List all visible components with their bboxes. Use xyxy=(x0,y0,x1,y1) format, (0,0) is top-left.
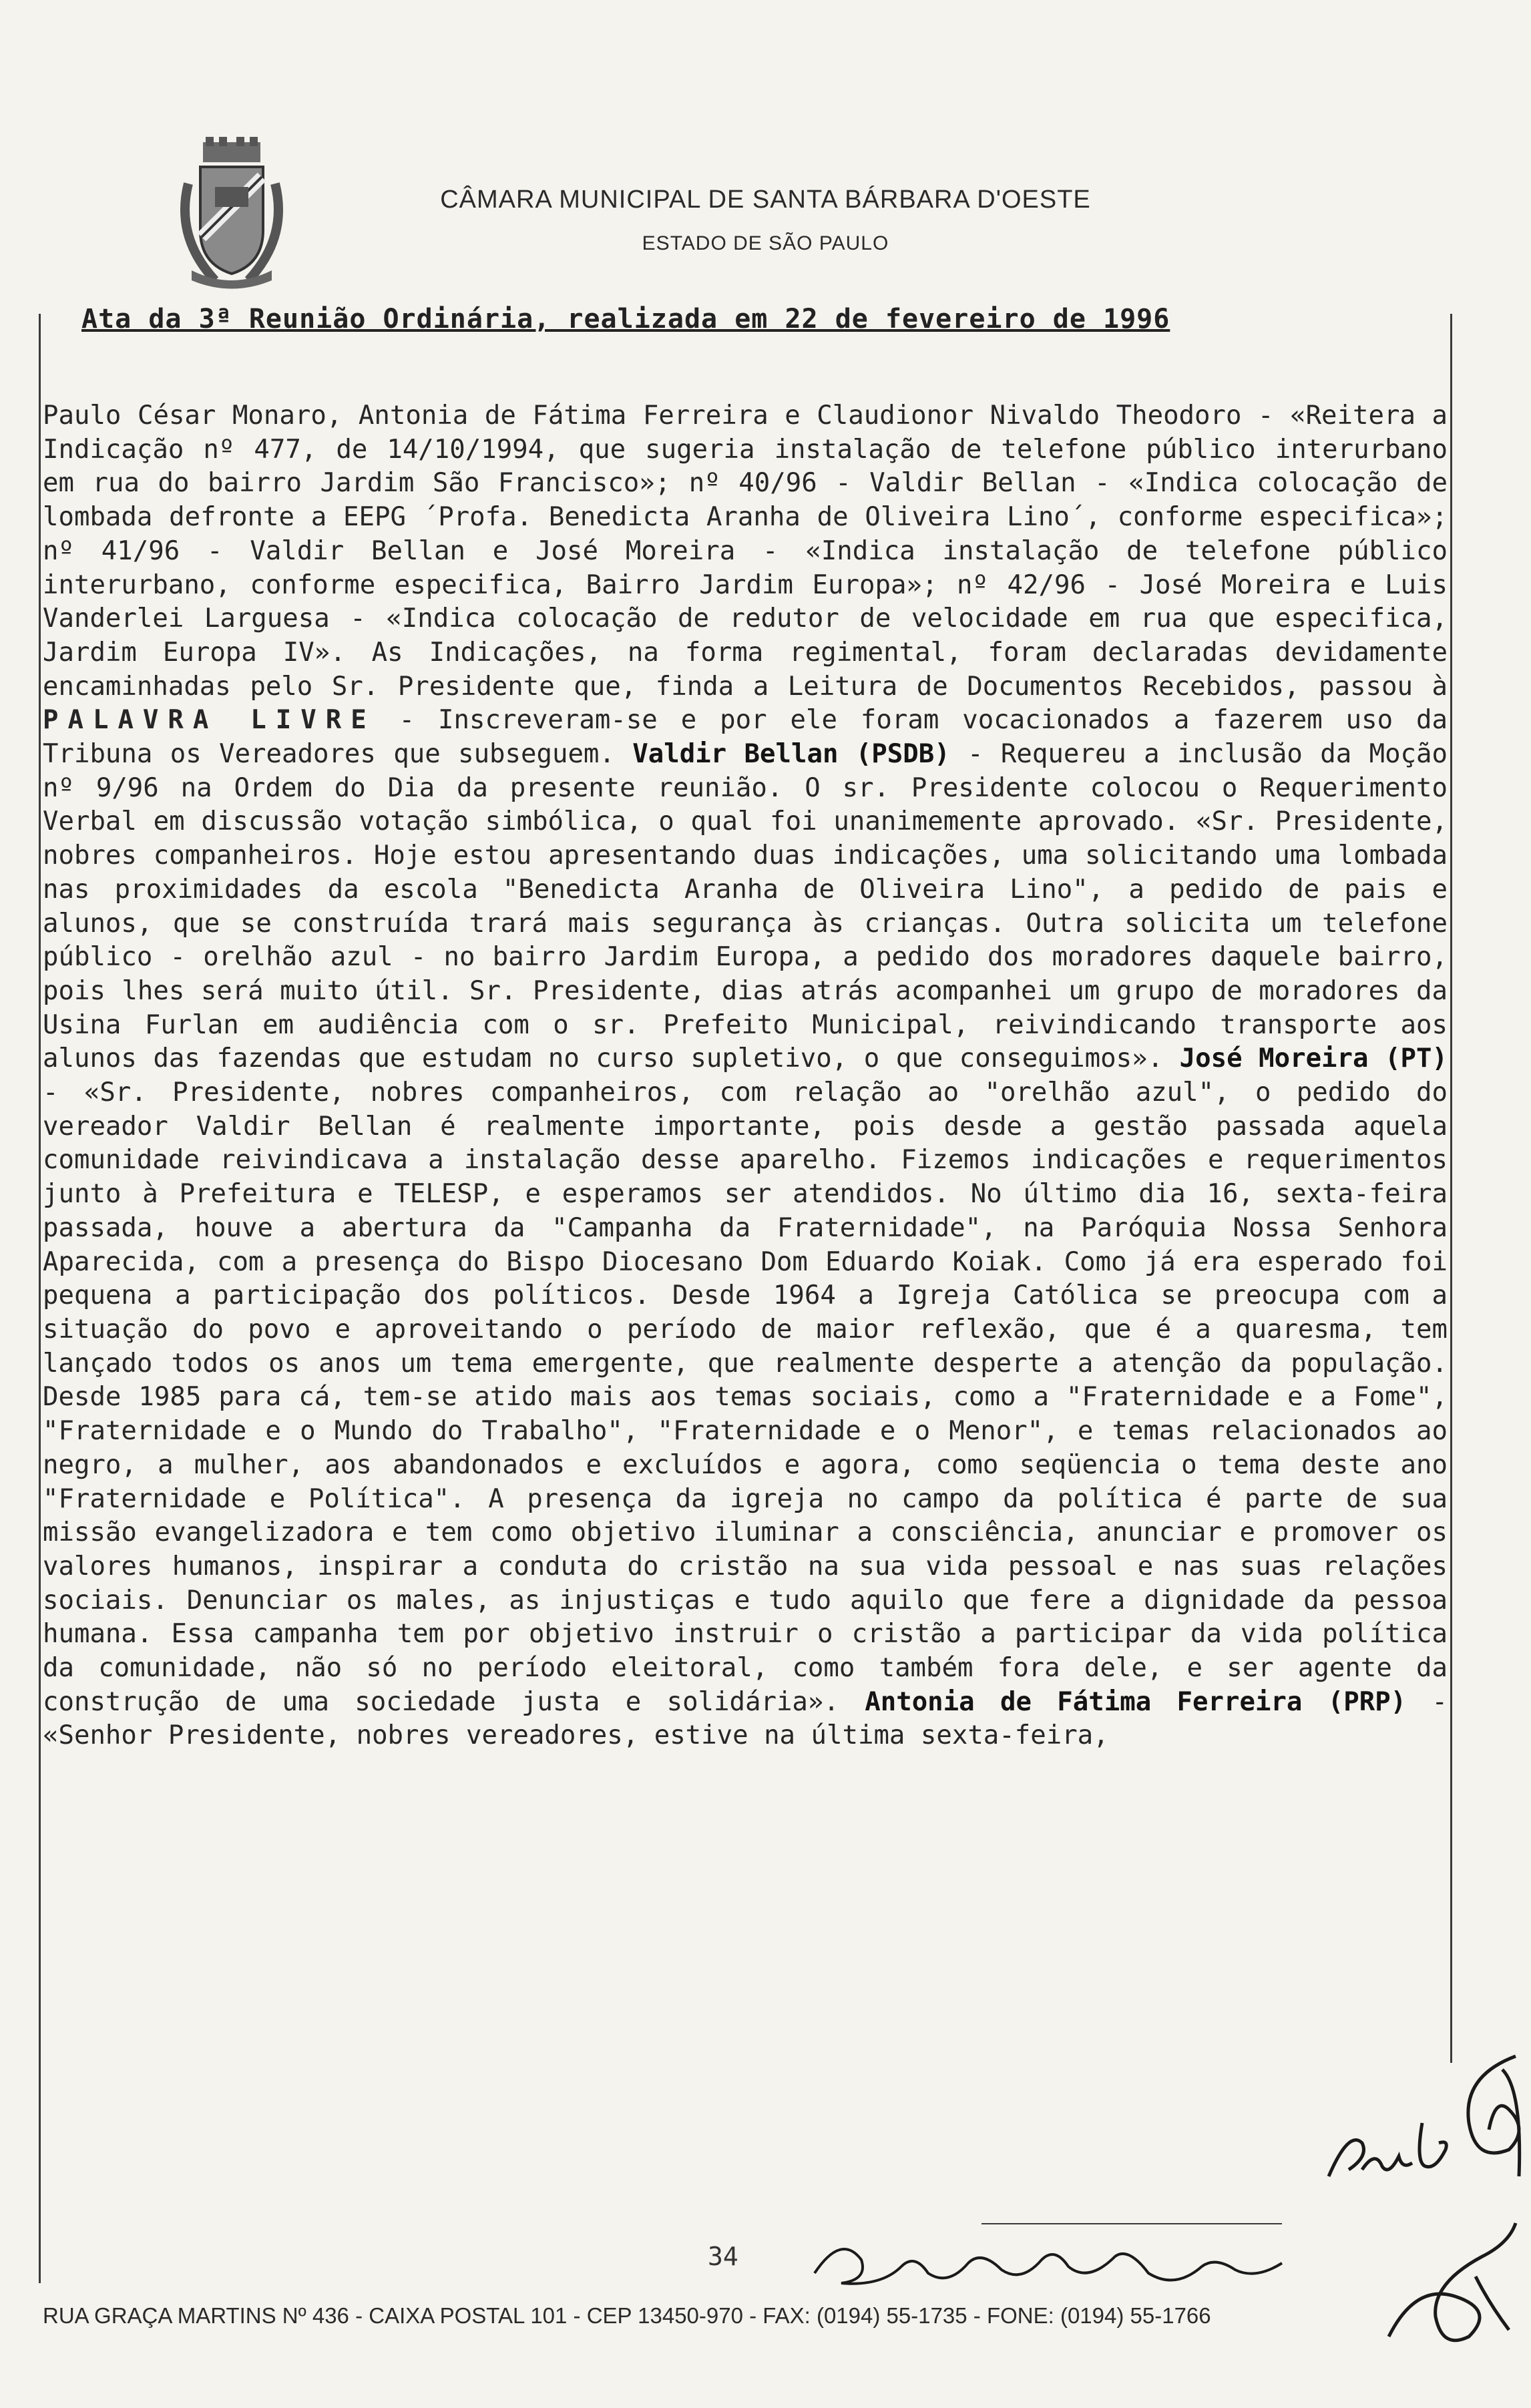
intro-text: Paulo César Monaro, Antonia de Fátima Ferreira e Claudionor Nivaldo Theodoro - «Reitera a Indicação nº 477, de 14/10/1994, que sugeria instalação de telefone público interurbano em rua do bairro Jardim São Francisco»; nº 40/96 - Valdir Bellan - «Indica colocação de lombada defronte a EEPG ´Profa. Benedicta Aranha de Oliveira Lino´, conforme especifica»; nº 41/96 - Valdir Bellan e José Moreira - «Indica instalação de telefone público interurbano, conforme especifica, Bairro Jardim Europa»; nº 42/96 - José Moreira e Luis Vanderlei Larguesa - «Indica colocação de redutor de velocidade em rua que especifica, Jardim Europa IV». As Indicações, na forma regimental, foram declaradas devidamente encaminhadas pelo Sr. Presidente que, finda a Leitura de Documentos Recebidos, passou à xyxy=(43,401,1448,702)
minutes-paragraph xyxy=(43,399,1448,1753)
speech-valdir-bellan: - Requereu a inclusão da Moção nº 9/96 na Ordem do Dia da presente reunião. O sr. Presidente colocou o Requerimento Verbal em discussão votação simbólica, o qual foi unanimemente aprovado. «Sr. Presidente, nobres companheiros. Hoje estou apresentando duas indicações, uma solicitando uma lombada nas proximidades da escola "Benedicta Aranha de Oliveira Lino", a pedido de pais e alunos, que se construída trará mais segurança às crianças. Outra solicita um telefone público - orelhão azul - no bairro Jardim Europa, a pedido dos moradores daquele bairro, pois lhes será muito útil. Sr. Presidente, dias atrás acompanhei um grupo de moradores da Usina Furlan em audiência com o sr. Prefeito Municipal, reivindicando transporte aos alunos das fazendas que estudam no curso supletivo, o que conseguimos». xyxy=(43,739,1448,1074)
speaker-antonia-ferreira: Antonia de Fátima Ferreira (PRP) xyxy=(865,1686,1407,1717)
after-palavra-text: - Inscreveram-se e por ele foram vocacionados a fazerem uso da Tribuna os Vereadores que subseguem. xyxy=(43,705,1448,770)
document-title: Ata da 3ª Reunião Ordinária, realizada em 22 de fevereiro de 1996 xyxy=(81,304,1170,334)
right-margin-rule xyxy=(1450,314,1452,2063)
speech-jose-moreira: - «Sr. Presidente, nobres companheiros, com relação ao "orelhão azul", o pedido do vereador Valdir Bellan é realmente importante, pois desde a gestão passada aquela comunidade reivindicava a instalação desse aparelho. Fizemos indicações e requerimentos junto à Prefeitura e TELESP, e esperamos ser atendidos. No último dia 16, sexta-feira passada, houve a abertura da "Campanha da Fraternidade", na Paróquia Nossa Senhora Aparecida, com a presença do Bispo Diocesano Dom Eduardo Koiak. Como já era esperado foi pequena a participação dos políticos. Desde 1964 a Igreja Católica se preocupa com a situação do povo e aproveitando o período de maior reflexão, que é a quaresma, tem lançado todos os anos um tema emergente, que realmente desperte a atenção da população. Desde 1985 para cá, tem-se atido mais aos temas sociais, como a "Fraternidade e a Fome", "Fraternidade e o Mundo do Trabalho", "Fraternidade e o Menor", e temas relacionados ao negro, a mulher, aos abandonados e excluídos e agora, como seqüencia o tema deste ano "Fraternidade e Política". A presença da igreja no campo da política é parte de sua missão evangelizadora e tem como objetivo iluminar a consciência, anunciar e promover os valores humanos, inspirar a conduta do cristão na sua vida pessoal e nas suas relações sociais. Denunciar os males, as injustiças e tudo aquilo que fere a dignidade da pessoa humana. Essa campanha tem por objetivo instruir o cristão a participar da vida política da comunidade, não só no período eleitoral, como também fora dele, e ser agente da construção de uma sociedade justa e solidária». xyxy=(43,1077,1448,1717)
corner-signature xyxy=(1375,2216,1529,2350)
speaker-jose-moreira: José Moreira (PT) xyxy=(1179,1043,1448,1074)
margin-signature xyxy=(1456,2050,1529,2183)
palavra-livre-heading: PALAVRA LIVRE xyxy=(43,705,376,736)
institution-name: CÂMARA MUNICIPAL DE SANTA BÁRBARA D'OESTE xyxy=(440,186,1091,214)
left-margin-rule xyxy=(39,314,41,2283)
signature-line xyxy=(981,2223,1282,2224)
footer-address: RUA GRAÇA MARTINS Nº 436 - CAIXA POSTAL 101 - CEP 13450-970 - FAX: (0194) 55-1735 - FONE: (0194) 55-1766 xyxy=(43,2303,1211,2328)
speech-antonia-ferreira: - «Senhor Presidente, nobres vereadores, estive na última sexta-feira, xyxy=(43,1686,1448,1751)
speaker-valdir-bellan: Valdir Bellan (PSDB) xyxy=(632,739,950,770)
minutes-body xyxy=(43,399,1448,1753)
handwritten-initials xyxy=(1322,2103,1456,2196)
page-number: 34 xyxy=(708,2242,738,2271)
institution-state: ESTADO DE SÃO PAULO xyxy=(642,232,889,254)
secretary-signature xyxy=(801,2226,1309,2300)
